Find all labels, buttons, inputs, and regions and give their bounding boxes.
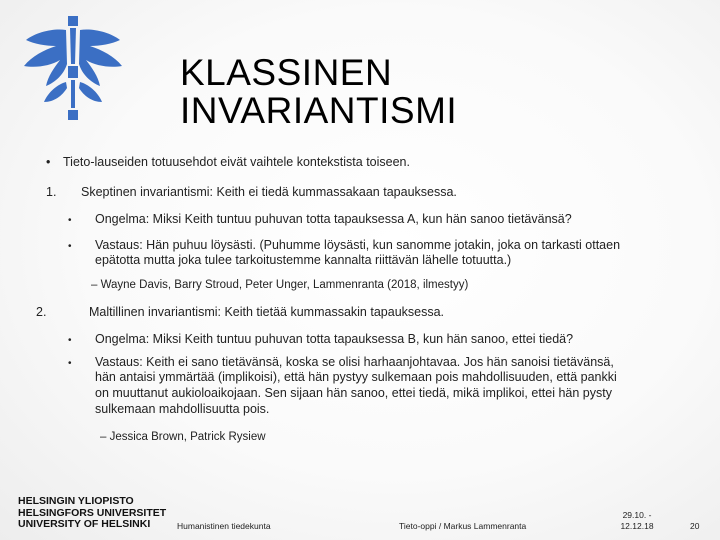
item-2-number: 2. [36, 305, 47, 319]
item-1-answer-line-2: epätotta mutta joka tulee tarkoitustemme kannalta riittävän lähelle totuutta.) [95, 253, 512, 267]
university-name-en: UNIVERSITY OF HELSINKI [18, 518, 151, 530]
university-flame-logo-icon [14, 14, 132, 122]
university-wordmark [18, 496, 166, 531]
page-number: 20 [690, 521, 700, 531]
footer-date-line-2: 12.12.18 [620, 521, 654, 531]
item-1-heading: Skeptinen invariantismi: Keith ei tiedä kummassakaan tapauksessa. [81, 185, 457, 199]
sub-bullet-marker: • [68, 241, 72, 252]
university-name-sv: HELSINGFORS UNIVERSITET [18, 506, 167, 519]
footer-course: Tieto-oppi / Markus Lammenranta [399, 521, 527, 531]
slide-title [180, 54, 457, 130]
item-2-answer-line-1: Vastaus: Keith ei sano tietävänsä, koska se olisi harhaanjohtavaa. Jos hän sanoisi tietävänsä, [95, 355, 614, 369]
item-1-answer-line-1: Vastaus: Hän puhuu löysästi. (Puhumme löysästi, kun sanomme jotakin, joka on tarkasti ottaen [95, 238, 621, 252]
top-bullet-text: Tieto-lauseiden totuusehdot eivät vaihtele kontekstista toiseen. [63, 155, 410, 169]
footer-faculty: Humanistinen tiedekunta [177, 521, 271, 531]
item-2-answer-line-2: hän antaisi ymmärtää (implikoisi), että hän pystyy sulkemaan pois mahdollisuuden, että pankki [95, 370, 617, 384]
title-line-1: KLASSINEN [180, 52, 393, 93]
university-name-fi: HELSINGIN YLIOPISTO [18, 495, 134, 507]
sub-bullet-marker: • [68, 358, 72, 369]
item-2-problem: Ongelma: Miksi Keith tuntuu puhuvan totta tapauksessa B, kun hän sanoo, ettei tiedä? [95, 332, 574, 346]
item-2-answer-line-3: on muuttanut aukioloaikojaan. Sen sijaan hän sanoo, ettei tiedä, mikä implikoi, ettei hän pysty [95, 386, 612, 400]
sub-bullet-marker: • [68, 215, 72, 226]
item-1-problem: Ongelma: Miksi Keith tuntuu puhuvan totta tapauksessa A, kun hän sanoo tietävänsä? [95, 212, 572, 226]
footer-date-line-1: 29.10. - [622, 510, 652, 520]
bullet-marker: • [46, 155, 51, 169]
title-line-2: INVARIANTISMI [180, 90, 458, 131]
item-1-authors: – Wayne Davis, Barry Stroud, Peter Unger, Lammenranta (2018, ilmestyy) [91, 279, 469, 291]
item-1-number: 1. [46, 185, 57, 199]
item-2-authors: – Jessica Brown, Patrick Rysiew [100, 431, 266, 443]
footer-date [614, 510, 660, 532]
item-2-answer-line-4: sulkemaan mahdollisuutta pois. [95, 402, 270, 416]
item-2-heading: Maltillinen invariantismi: Keith tietää kummassakin tapauksessa. [89, 305, 445, 319]
sub-bullet-marker: • [68, 335, 72, 346]
